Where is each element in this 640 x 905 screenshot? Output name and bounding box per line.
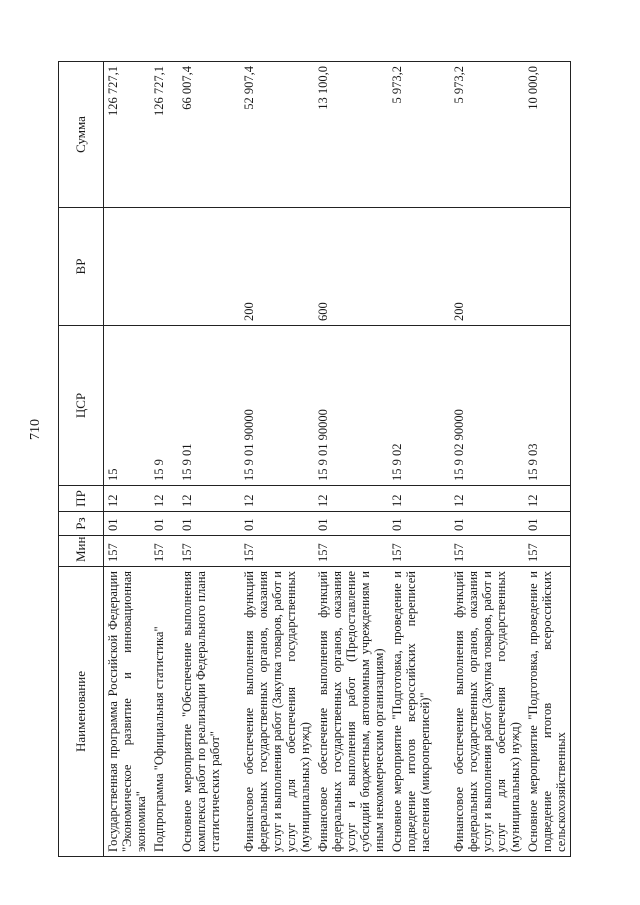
row-rz: 01 bbox=[314, 512, 388, 536]
row-vr bbox=[150, 208, 178, 326]
row-vr bbox=[104, 208, 151, 326]
row-vr bbox=[178, 208, 240, 326]
table-row bbox=[104, 62, 151, 857]
row-name: Основное мероприятие "Обеспечение выполнения комплекса работ по реализации Федерального плана статистических работ" bbox=[178, 567, 240, 857]
table-row bbox=[150, 62, 178, 857]
row-rz: 01 bbox=[524, 512, 571, 536]
row-csr: 15 9 03 bbox=[524, 326, 571, 486]
row-pr: 12 bbox=[150, 486, 178, 512]
row-csr: 15 9 01 90000 bbox=[314, 326, 388, 486]
row-pr: 12 bbox=[240, 486, 314, 512]
row-csr: 15 9 01 90000 bbox=[240, 326, 314, 486]
row-name: Финансовое обеспечение выполнения функций федеральных государственных органов, оказания услуг и выполнения работ (Предоставление субсидий бюджетным, автономным учреждениям и иным некоммерческим организациям) bbox=[314, 567, 388, 857]
header-rz: Рз bbox=[59, 512, 104, 536]
row-name: Финансовое обеспечение выполнения функций федеральных государственных органов, оказания услуг и выполнения работ (Закупка товаров, работ и услуг для обеспечения государственных (муниципальных) нужд) bbox=[450, 567, 524, 857]
row-name: Основное мероприятие "Подготовка, проведение и подведение итогов всероссийских сельскохозяйственных bbox=[524, 567, 571, 857]
row-pr: 12 bbox=[388, 486, 450, 512]
header-min: Мин bbox=[59, 536, 104, 567]
row-sum: 13 100,0 bbox=[314, 62, 388, 208]
row-sum: 66 007,4 bbox=[178, 62, 240, 208]
table-row bbox=[178, 62, 240, 857]
row-min: 157 bbox=[150, 536, 178, 567]
row-sum: 126 727,1 bbox=[150, 62, 178, 208]
row-sum: 5 973,2 bbox=[450, 62, 524, 208]
row-pr: 12 bbox=[104, 486, 151, 512]
row-pr: 12 bbox=[178, 486, 240, 512]
header-sum: Сумма bbox=[59, 62, 104, 208]
row-name: Основное мероприятие "Подготовка, проведение и подведение итогов всероссийских переписей населения (микропереписей)" bbox=[388, 567, 450, 857]
row-rz: 01 bbox=[178, 512, 240, 536]
table-row bbox=[314, 62, 388, 857]
row-sum: 10 000,0 bbox=[524, 62, 571, 208]
row-csr: 15 9 01 bbox=[178, 326, 240, 486]
header-name: Наименование bbox=[59, 567, 104, 857]
row-vr: 200 bbox=[450, 208, 524, 326]
table-row bbox=[240, 62, 314, 857]
header-csr: ЦСР bbox=[59, 326, 104, 486]
row-min: 157 bbox=[450, 536, 524, 567]
header-vr: ВР bbox=[59, 208, 104, 326]
rotated-page-content bbox=[58, 62, 588, 857]
row-csr: 15 bbox=[104, 326, 151, 486]
row-pr: 12 bbox=[524, 486, 571, 512]
row-name: Подпрограмма "Официальная статистика" bbox=[150, 567, 178, 857]
row-csr: 15 9 02 bbox=[388, 326, 450, 486]
row-vr bbox=[524, 208, 571, 326]
row-name: Финансовое обеспечение выполнения функций федеральных государственных органов, оказания услуг и выполнения работ (Закупка товаров, работ и услуг для обеспечения государственных (муниципальных) нужд) bbox=[240, 567, 314, 857]
row-name: Государственная программа Российской Федерации "Экономическое развитие и инновационная экономика" bbox=[104, 567, 151, 857]
row-min: 157 bbox=[240, 536, 314, 567]
row-sum: 5 973,2 bbox=[388, 62, 450, 208]
row-sum: 126 727,1 bbox=[104, 62, 151, 208]
budget-table bbox=[58, 61, 571, 857]
row-min: 157 bbox=[314, 536, 388, 567]
row-vr bbox=[388, 208, 450, 326]
row-sum: 52 907,4 bbox=[240, 62, 314, 208]
table-row bbox=[524, 62, 571, 857]
row-rz: 01 bbox=[450, 512, 524, 536]
row-vr: 200 bbox=[240, 208, 314, 326]
row-pr: 12 bbox=[314, 486, 388, 512]
table-header-row bbox=[59, 62, 104, 857]
row-rz: 01 bbox=[104, 512, 151, 536]
row-min: 157 bbox=[178, 536, 240, 567]
table-row bbox=[450, 62, 524, 857]
page-number: 710 bbox=[28, 419, 43, 440]
row-pr: 12 bbox=[450, 486, 524, 512]
row-rz: 01 bbox=[150, 512, 178, 536]
row-rz: 01 bbox=[388, 512, 450, 536]
table-row bbox=[388, 62, 450, 857]
row-csr: 15 9 02 90000 bbox=[450, 326, 524, 486]
row-min: 157 bbox=[388, 536, 450, 567]
row-min: 157 bbox=[524, 536, 571, 567]
row-min: 157 bbox=[104, 536, 151, 567]
row-vr: 600 bbox=[314, 208, 388, 326]
row-rz: 01 bbox=[240, 512, 314, 536]
header-pr: ПР bbox=[59, 486, 104, 512]
row-csr: 15 9 bbox=[150, 326, 178, 486]
